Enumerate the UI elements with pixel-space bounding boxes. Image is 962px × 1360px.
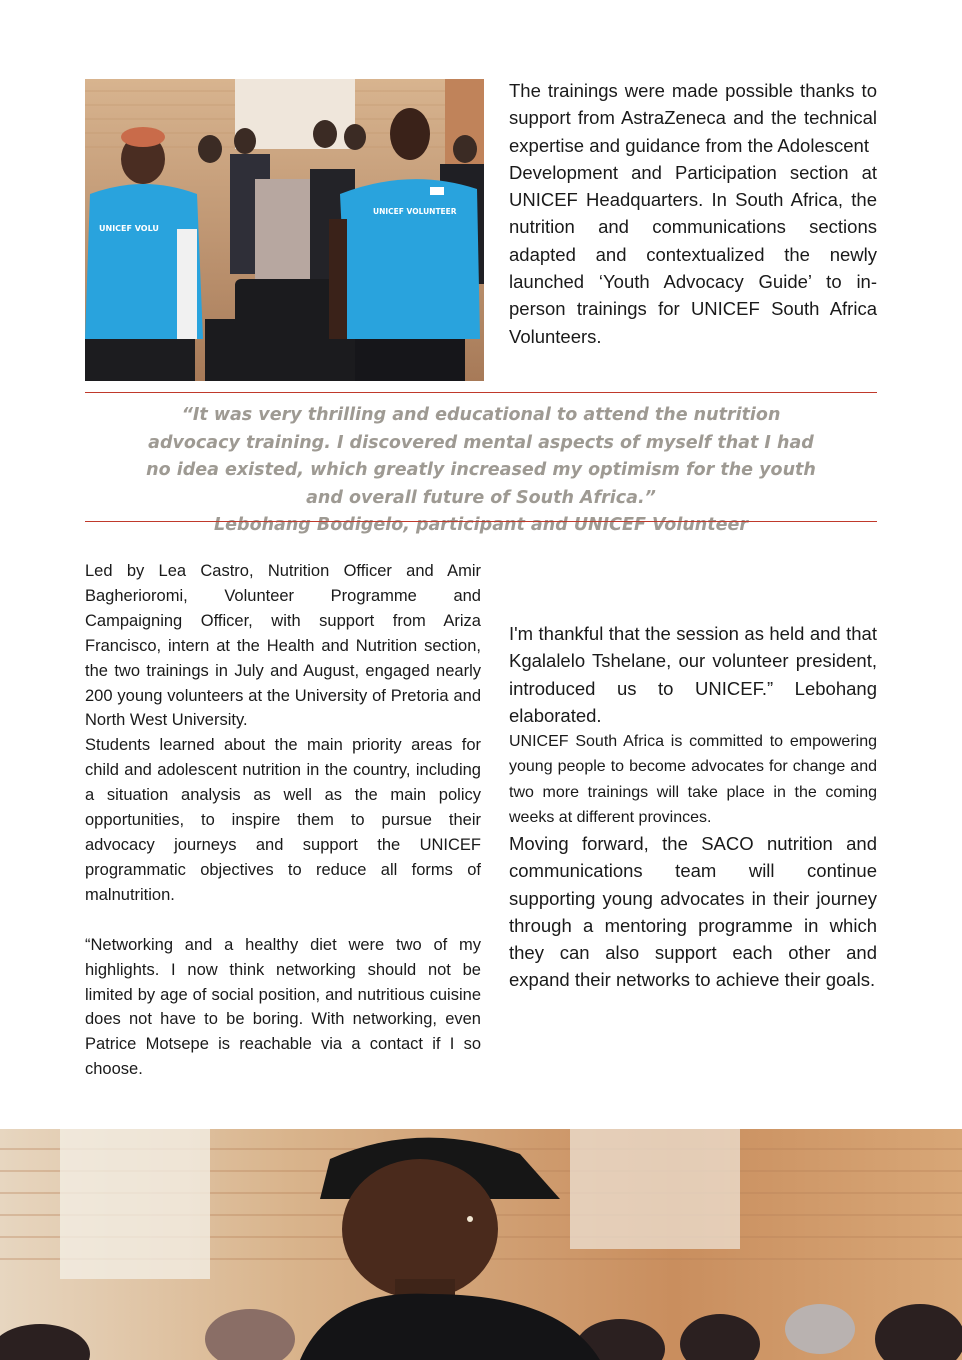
shirt-text-left: UNICEF VOLU [99, 224, 159, 233]
quote-text: “It was very thrilling and educational to attend the nutrition advocacy training. I discovered mental aspects of myself that I had no idea existed, which greatly increased my optimism for the youth and overall future of South Africa.” [146, 405, 816, 508]
intro-text [509, 77, 877, 350]
right-column [509, 620, 877, 994]
paragraph-gap [85, 908, 481, 933]
shirt-text-right: UNICEF VOLUNTEER [373, 207, 457, 216]
left-column [85, 559, 481, 1082]
volunteers-illustration [85, 79, 484, 381]
quote-top-rule [85, 392, 877, 393]
right-paragraph-1: I'm thankful that the session as held and that Kgalalelo Tshelane, our volunteer president, introduced us to UNICEF.” Lebohang elaborated. [509, 623, 877, 726]
intro-paragraph-cont: Development and Participation section at UNICEF Headquarters. In South Africa, the nutrition and communications sections adapted and contextualized the newly launched ‘Youth Advocacy Guide’ to in-person trainings for UNICEF South Africa Volunteers. [509, 161, 877, 347]
left-paragraph-1: Led by Lea Castro, Nutrition Officer and Amir Bagherioromi, Volunteer Programme and Campaigning Officer, with support from Ariza Francisco, intern at the Health and Nutrition section, the two trainings in July and August, engaged nearly 200 young volunteers at the University of Pretoria and North West University. [85, 562, 481, 730]
intro-paragraph: The trainings were made possible thanks to support from AstraZeneca and the technical expertise and guidance from the Adolescent [509, 80, 877, 156]
pull-quote [85, 402, 877, 540]
speaker-illustration [0, 1129, 962, 1360]
speaker-photo [0, 1129, 962, 1360]
right-paragraph-2: UNICEF South Africa is committed to empowering young people to become advocates for change and two more trainings will take place in the coming weeks at different provinces. [509, 733, 877, 826]
right-paragraph-3: Moving forward, the SACO nutrition and communications team will continue supporting young advocates in their journey through a mentoring programme in which they can also support each other and expand their networks to achieve their goals. [509, 833, 877, 991]
left-paragraph-2: Students learned about the main priority areas for child and adolescent nutrition in the country, including a situation analysis as well as the main policy opportunities, to inspire them to pursue their advocacy journeys and support the UNICEF programmatic objectives to reduce all forms of malnutrition. [85, 736, 481, 904]
quote-attribution: Lebohang Bodigelo, participant and UNICEF Volunteer [214, 515, 748, 535]
quote-bottom-rule [85, 521, 877, 522]
left-paragraph-3: “Networking and a healthy diet were two of my highlights. I now think networking should not be limited by age of social position, and nutritious cuisine does not have to be boring. With networking, even Patrice Motsepe is reachable via a contact if I so choose. [85, 935, 481, 1079]
volunteers-photo [85, 79, 484, 381]
